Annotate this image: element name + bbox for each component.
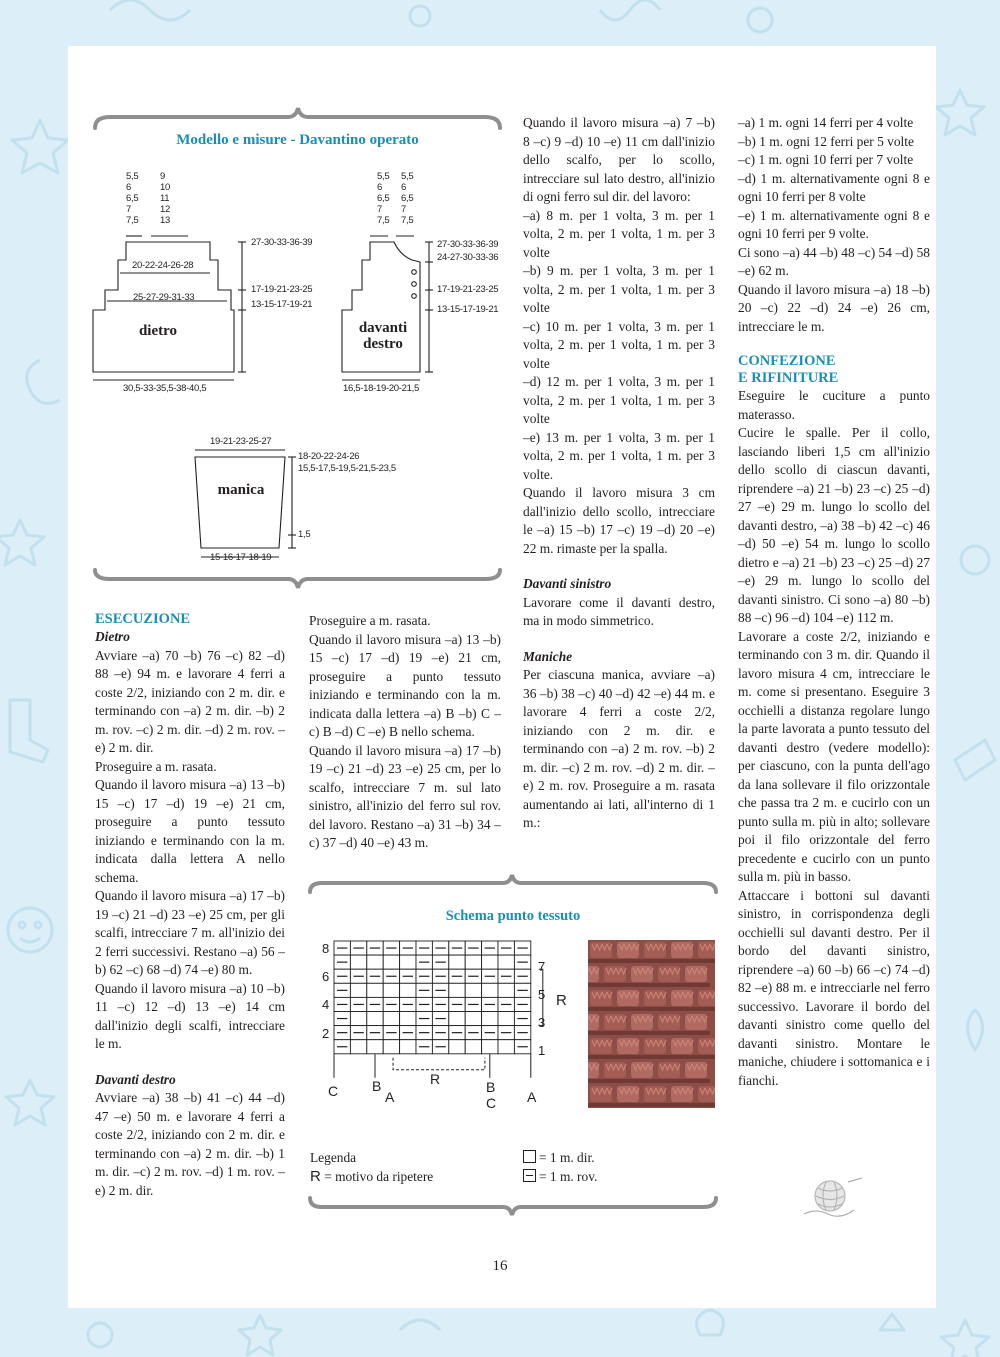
row-label-8: 8 [322,941,330,956]
chart-cell [350,955,366,969]
legend-dir: = 1 m. dir. [539,1150,595,1165]
paragraph: Avviare –a) 38 –b) 41 –c) 44 –d) 47 –e) 50 m. e lavorare 4 ferri a coste 2/2, iniziando con 2 m. dir. e terminando con –a) 2 m. dir. –b) 1 m. dir. –c) 2 m. rov. –d) 1 m. rov. –e) 2 m. dir. [95,1090,285,1198]
chart-cell [400,983,416,997]
paragraph: Cucire le spalle. Per il collo, lasciando liberi 1,5 cm all'inizio dello scollo di ciascun davanti, riprendere –a) 21 –b) 23 –c) 25 –d) 27 –e) 29 m. lungo lo scollo del davanti destro, –a) 38 –b) 42 –c) 46 –d) 50 –e) 54 m. lungo lo scollo dietro e –a) 21 –b) 23 –c) 25 –d) 27 –e) 29 m. lungo lo scollo del davanti sinistro. Ci sono –a) 80 –b) 88 –c) 96 –d) 104 –e) 112 m. [738,425,930,625]
letter-b-left: B [372,1078,382,1094]
davanti-right-col: 5,5 6 6,5 7 7,5 [401,171,414,226]
dietro-label: dietro [138,323,178,339]
legend-r-text: = motivo da ripetere [320,1169,434,1184]
paragraph: Quando il lavoro misura –a) 13 –b) 15 –c) 17 –d) 19 –e) 21 cm, proseguire a punto tessuto iniziando e terminando con la m. indicata dalla lettera A nello schema. [95,777,285,885]
chart-cell [350,1012,366,1026]
row-label-3: 3 [538,1015,546,1030]
chart-cell [465,955,481,969]
paragraph: –b) 9 m. per 1 volta, 3 m. per 1 volta, 2 m. per 1 volta, 1 m. per 3 volte [523,263,715,315]
paragraph: Proseguire a m. rasata. [309,613,431,628]
chart-cell [449,983,465,997]
chart-cell [482,1040,498,1054]
chart-cell [400,955,416,969]
dietro-shoulder-left: 5,5 6 6,5 7 7,5 [126,171,139,226]
chart-cell [383,983,399,997]
dietro-armhole-width: 25-27-29-31-33 [133,292,195,303]
subheading-davanti-sinistro: Davanti sinistro [523,576,612,591]
chart-cell [482,1012,498,1026]
paragraph: –d) 12 m. per 1 volta, 3 m. per 1 volta, 2 m. per 1 volta, 1 m. per 3 volte [523,374,715,426]
chart-cell [498,1012,514,1026]
manica-top-width: 19-21-23-25-27 [210,436,272,447]
chart-cell [465,983,481,997]
davanti-total-height: 27-30-33-36-39 [437,239,499,250]
paragraph: Lavorare a coste 2/2, iniziando e terminando con 3 m. dir. Quando il lavoro misura 4 cm, intrecciare le m. come si presentano. Eseguire 3 occhielli a distanza regolare lungo la parte lavorata a punto tessuto del davanti destro (vedere modello): per ciascuno, con la punta dell'ago da lana sollevare il filo orizzontale che passa tra 2 m. e cucirlo con un punto sulla m. più in alto; sollevare poi il filo orizzontale del ferro precedente e cucirlo con un punto sulla m. più in basso. [738,628,930,884]
chart-legend [310,1148,433,1186]
knit-symbol-icon [523,1150,536,1163]
paragraph: Quando il lavoro misura –a) 10 –b) 11 –c) 12 –d) 13 –e) 14 cm dall'inizio degli scalfi, intrecciare le m. [95,980,285,1051]
chart-cell [449,955,465,969]
letter-c-right: C [486,1095,497,1111]
paragraph: Avviare –a) 70 –b) 76 –c) 82 –d) 88 –e) 94 m. e lavorare 4 ferri a coste 2/2, iniziando con 2 m. dir. e terminando con –a) 2 m. dir. –b) 2 m. rov. –c) 2 m. dir. –d) 2 m. rov. –e) 2 m. dir. [95,647,285,755]
chart-title: Schema punto tessuto [445,908,581,924]
row-label-5: 5 [538,987,546,1002]
repeat-bracket-bottom [393,1058,485,1070]
purl-symbol-icon [523,1169,536,1182]
chart-cell [383,1040,399,1054]
chart-cell [367,1040,383,1054]
paragraph: –e) 1 m. alternativamente ogni 8 e ogni 10 ferri per 9 volte. [738,207,930,241]
paragraph: Ci sono –a) 44 –b) 48 –c) 54 –d) 58 –e) 62 m. [738,244,930,278]
paragraph: –a) 8 m. per 1 volta, 3 m. per 1 volta, 2 m. per 1 volta, 1 m. per 3 volte [523,207,715,260]
chart-cell [350,983,366,997]
paragraph: Per ciascuna manica, avviare –a) 36 –b) 38 –c) 40 –d) 42 –e) 44 m. e lavorare 4 ferri a coste 2/2, iniziando con 2 m. dir. e terminando con –a) 2 m. rov. –b) 2 m. dir. –c) 2 m. rov. –d) 2 m. dir. –e) 2 m. rov. Proseguire a m. rasata aumentando ai lati, all'interno di 1 m.: [523,667,715,830]
davanti-bottom-width: 16,5-18-19-20-21,5 [343,383,419,394]
chart-cell [400,1040,416,1054]
davanti-label: davanti destro [358,320,408,352]
chart-cell [482,983,498,997]
dietro-shoulder-right: 9 10 11 12 13 [160,171,170,226]
chart-cell [498,983,514,997]
chart-cell [350,1040,366,1054]
paragraph: Proseguire a m. rasata. [95,758,217,774]
manica-height-b: 15,5-17,5-19,5-21,5-23,5 [298,463,396,474]
davanti-armhole-height: 17-19-21-23-25 [437,284,499,295]
paragraph: –d) 1 m. alternativamente ogni 8 e ogni 10 ferri per 8 volte [738,170,930,204]
chart-cell [482,955,498,969]
dietro-neck-width: 20-22-24-26-28 [132,260,194,271]
chart-cell [498,955,514,969]
section-heading-confezione: CONFEZIONE E RIFINITURE [738,353,839,386]
paragraph: Quando il lavoro misura –a) 17 –b) 19 –c) 21 –d) 23 –e) 25 cm, per gli scalfi, intrecciare 7 m. all'inizio dei 2 ferri successivi. Restano –a) 56 –b) 62 –c) 68 –d) 74 –e) 80 m. [95,888,285,977]
letter-c-left: C [328,1083,339,1099]
paragraph: –a) 1 m. ogni 14 ferri per 4 volte [738,115,914,130]
subheading-maniche: Maniche [523,648,573,664]
dietro-armhole-height: 17-19-21-23-25 [251,284,313,295]
paragraph: Attaccare i bottoni sul davanti sinistro, in corrispondenza degli occhielli sul davanti destro. Per il bordo del davanti sinistro, riprendere –a) 60 –b) 66 –c) 74 –d) 82 –e) 88 m. e intrecciarle nel ferro successivo. Lavorare il bordo del davanti sinistro come quello del davanti sinistro. Montare le maniche, chiudere i sottomanica e i fianchi. [738,887,930,1088]
davanti-left-col: 5,5 6 6,5 7 7,5 [377,171,390,226]
letter-a-left: A [385,1089,395,1105]
chart-cell [449,1040,465,1054]
manica-label: manica [217,482,265,498]
subheading-dietro: Dietro [95,629,130,644]
subheading-davanti-destro: Davanti destro [95,1071,176,1087]
row-label-2: 2 [322,1026,330,1041]
chart-cell [383,1012,399,1026]
manica-height-a: 18-20-22-24-26 [298,451,360,462]
paragraph: Quando il lavoro misura –a) 7 –b) 8 –c) 9 –d) 10 –e) 11 cm dall'inizio dello scalfo, per lo scollo, intrecciare sul lato destro, all'inizio di ogni ferro sul dir. del lavoro: [523,115,715,204]
chart-cell [498,1040,514,1054]
dietro-bottom-width: 30,5-33-35,5-38-40,5 [123,383,207,394]
legend-rov: = 1 m. rov. [539,1169,598,1184]
paragraph: Quando il lavoro misura –a) 18 –b) 20 –c) 22 –d) 24 –e) 26 cm, intrecciare le m. [738,281,930,334]
chart-cell [449,1012,465,1026]
paragraph: –c) 1 m. ogni 10 ferri per 7 volte [738,152,914,167]
model-panel-title: Modello e misure - Davantino operato [176,132,419,148]
repeat-label-right: R [556,992,567,1009]
knitted-swatch-photo [588,940,715,1108]
chart-cell [400,1012,416,1026]
chart-cell [383,955,399,969]
row-label-4: 4 [322,997,330,1012]
chart-cell [367,983,383,997]
dietro-total-height: 27-30-33-36-39 [251,237,313,248]
row-label-7: 7 [538,959,546,974]
legend-r-key: R [310,1168,321,1185]
paragraph: Quando il lavoro misura 3 cm dall'inizio dello scollo, intrecciare le –a) 15 –b) 17 –c) 19 –d) 20 –e) 22 m. rimaste per la spalla. [523,485,715,556]
chart-cell [465,1040,481,1054]
repeat-label-bottom: R [430,1071,441,1087]
paragraph: –c) 10 m. per 1 volta, 3 m. per 1 volta, 2 m. per 1 volta, 1 m. per 3 volte [523,318,715,371]
chart-cell [367,1012,383,1026]
legend-title: Legenda [310,1150,357,1165]
paragraph: Quando il lavoro misura –a) 13 –b) 15 –c) 17 –d) 19 –e) 21 cm, proseguire a punto tessuto iniziando e terminando con la m. indicata dalla lettera –a) B –b) C –c) B –d) C –e) B nello schema. [309,631,501,739]
dietro-body-height: 13-15-17-19-21 [251,299,313,310]
row-label-1: 1 [538,1043,546,1058]
row-label-6: 6 [322,969,330,984]
paragraph: Eseguire le cuciture a punto materasso. [738,388,930,422]
manica-cuff: 1,5 [298,529,311,540]
chart-cell [367,955,383,969]
paragraph: Lavorare come il davanti destro, ma in modo simmetrico. [523,594,715,628]
chart-legend-symbols [523,1148,597,1186]
page-number: 16 [492,1258,508,1274]
paragraph: Quando il lavoro misura –a) 17 –b) 19 –c) 21 –d) 23 –e) 25 cm, per lo scalfo, intrecciare 7 m. sul lato sinistro, all'inizio del ferro sul rov. del lavoro. Restano –a) 31 –b) 34 –c) 37 –d) 40 –e) 43 m. [309,742,501,850]
davanti-body-height: 13-15-17-19-21 [437,304,499,315]
letter-b-right: B [486,1079,496,1095]
paragraph: –e) 13 m. per 1 volta, 3 m. per 1 volta, 2 m. per 1 volta, 1 m. per 3 volte. [523,429,715,482]
paragraph: –b) 1 m. ogni 12 ferri per 5 volte [738,133,914,149]
section-heading-esecuzione: ESECUZIONE [95,611,191,627]
manica-bottom-width: 15-16-17-18-19 [210,552,272,563]
davanti-neck-height: 24-27-30-33-36 [437,252,499,263]
letter-a-right: A [527,1089,537,1105]
chart-cell [465,1012,481,1026]
